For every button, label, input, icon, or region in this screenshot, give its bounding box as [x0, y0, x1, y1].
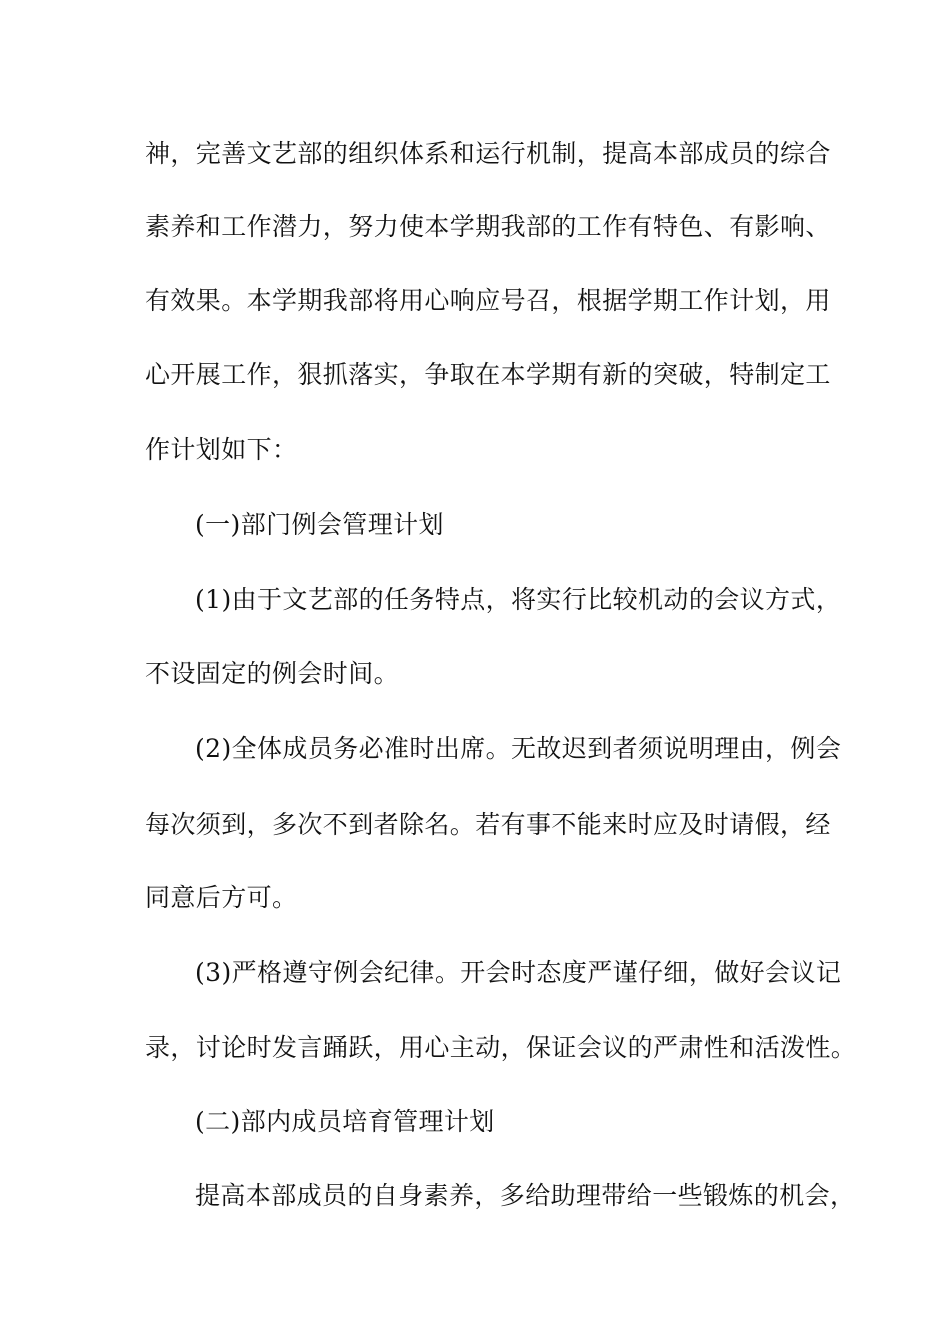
text-line: 神，完善文艺部的组织体系和运行机制，提高本部成员的综合 — [145, 139, 831, 168]
text-line: (2)全体成员务必准时出席。无故迟到者须说明理由，例会 — [195, 734, 842, 763]
section-heading: (二)部内成员培育管理计划 — [195, 1107, 495, 1136]
text-line: 不设固定的例会时间。 — [145, 659, 400, 688]
section-heading: (一)部门例会管理计划 — [195, 510, 444, 539]
text-line: 素养和工作潜力，努力使本学期我部的工作有特色、有影响、 — [145, 212, 831, 241]
text-line: 提高本部成员的自身素养，多给助理带给一些锻炼的机会， — [195, 1181, 856, 1210]
text-line: 每次须到，多次不到者除名。若有事不能来时应及时请假，经 — [145, 810, 831, 839]
text-line: 作计划如下： — [145, 435, 298, 464]
text-line: (3)严格遵守例会纪律。开会时态度严谨仔细，做好会议记 — [195, 958, 842, 987]
text-line: 同意后方可。 — [145, 883, 298, 912]
text-line: 录，讨论时发言踊跃，用心主动，保证会议的严肃性和活泼性。 — [145, 1033, 857, 1062]
text-line: (1)由于文艺部的任务特点，将实行比较机动的会议方式， — [195, 585, 842, 614]
text-line: 有效果。本学期我部将用心响应号召，根据学期工作计划，用 — [145, 286, 831, 315]
text-line: 心开展工作，狠抓落实，争取在本学期有新的突破，特制定工 — [145, 360, 831, 389]
